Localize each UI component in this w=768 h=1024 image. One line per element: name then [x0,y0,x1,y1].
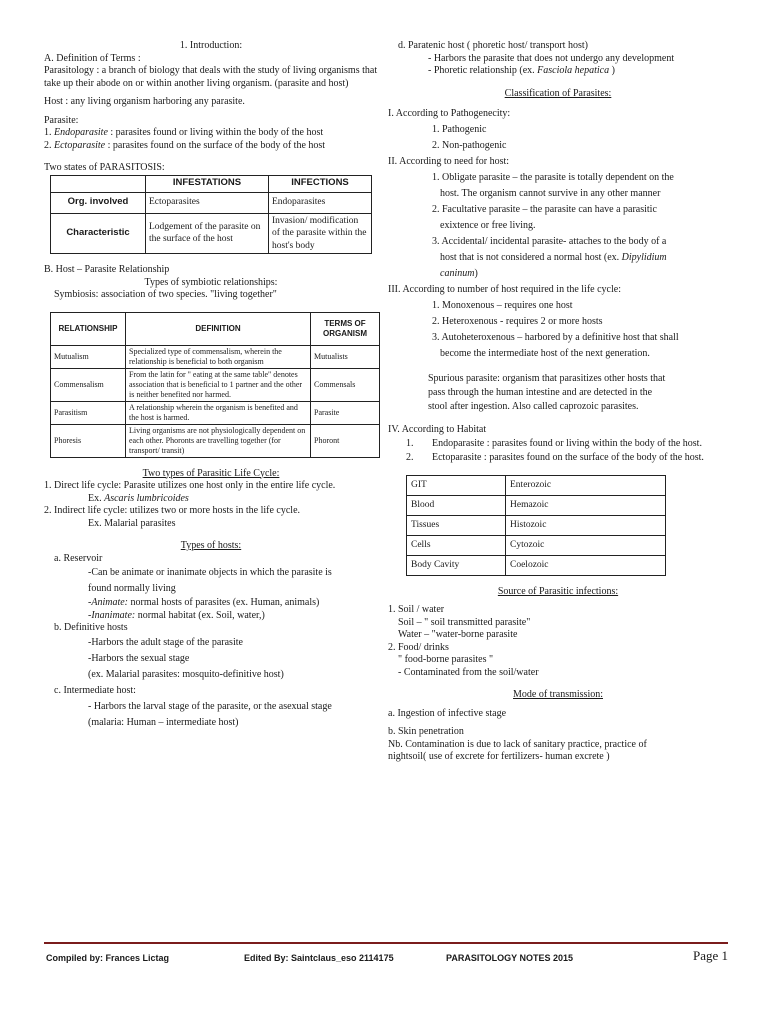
table-cell: Hemazoic [506,495,666,515]
ectoparasite-definition: 2. Ectoparasite : parasites found on the surface of the body of the host [44,139,326,151]
table-cell: Lodgement of the parasite on the surface of the host [146,213,269,254]
parasitology-definition: Parasitology : a branch of biology that deals with the study of living organisms that take up their abode on or within another living organism. (parasite and host) [44,65,378,89]
transmission-item: b. Skin penetration [388,726,464,737]
table-cell: Coelozoic [506,555,666,575]
types-symbiotic-heading: Types of symbiotic relationships: [144,276,278,288]
table-cell: Mutualism [51,345,126,368]
table-cell: Tissues [407,515,506,535]
endoparasite-definition: 1. Endoparasite : parasites found or living within the body of the host [44,127,324,138]
table-cell: Characteristic [51,213,146,254]
classification-item: 2. Heteroxenous - requires 2 or more hosts [432,316,603,327]
paratenic-line: - Phoretic relationship (ex. Fasciola hepatica ) [428,65,615,76]
parasite-label: Parasite: [44,114,79,126]
classification-item: 2. Non-pathogenic [432,140,507,151]
table-header-cell: INFECTIONS [269,175,372,192]
table-row [407,515,666,535]
table-cell: GIT [407,475,506,495]
paratenic-heading: d. Paratenic host ( phoretic host/ transport host) [398,40,588,51]
table-header-cell: DEFINITION [126,312,311,345]
table-cell: Body Cavity [407,555,506,575]
classification-item: host that is not considered a normal host (ex. Dipylidium [440,252,667,263]
table-header-cell [51,175,146,192]
reservoir-line: -Can be animate or inanimate objects in which the parasite is [88,567,332,578]
intermediate-line: - Harbors the larval stage of the parasite, or the asexual stage [88,700,332,712]
paratenic-line: - Harbors the parasite that does not undergo any development [428,52,675,64]
habitat-heading: IV. According to Habitat [388,424,487,435]
definitive-line: -Harbors the adult stage of the parasite [88,636,243,648]
table-row [51,368,380,401]
table-row [407,555,666,575]
mode-of-transmission-heading: Mode of transmission: [513,689,603,700]
table-cell: Living organisms are not physiologically dependent on each other. Phoronts are travelling together (for transport/ transit) [126,424,311,457]
classification-item: 1. Obligate parasite – the parasite is totally dependent on the [432,172,674,183]
table-row [51,213,372,254]
source-item: 1. Soil / water [388,604,445,615]
source-item: " food-borne parasites " [398,654,494,665]
classification-item: 3. Accidental/ incidental parasite- attaches to the body of a [432,236,667,247]
table-cell: From the latin for " eating at the same table" denotes association that is beneficial to 1 partner and the other is neither benefited nor harmed. [126,368,311,401]
definitive-line: -Harbors the sexual stage [88,652,190,664]
table-row [51,345,380,368]
spurious-parasite-line: pass through the human intestine and are detected in the [428,387,653,398]
inanimate-definition: -Inanimate: normal habitat (ex. Soil, water,) [88,609,265,621]
spurious-parasite-line: stool after ingestion. Also called caprozoic parasites. [428,401,639,412]
classification-item: become the intermediate host of the next generation. [440,348,650,359]
direct-example: Ex. Ascaris lumbricoides [88,492,189,504]
definitive-line: (ex. Malarial parasites: mosquito-definitive host) [88,668,284,680]
table-cell: Endoparasites [269,192,372,213]
edited-by: Edited By: Saintclaus_eso 2114175 [244,953,394,963]
direct-life-cycle: 1. Direct life cycle: Parasite utilizes one host only in the entire life cycle. [44,480,336,491]
table-cell: Invasion/ modification of the parasite within the host's body [269,213,372,254]
classification-item: 2. Facultative parasite – the parasite can have a parasitic [432,204,657,215]
pathogenecity-heading: I. According to Pathogenecity: [388,108,511,119]
table-header-cell: TERMS OF ORGANISM [311,312,380,345]
table-cell: Histozoic [506,515,666,535]
transmission-item: a. Ingestion of infective stage [388,707,507,719]
reservoir-heading: a. Reservoir [54,552,103,564]
footer-rule [44,942,728,944]
transmission-note: nightsoil( use of excrete for fertilizers- human excrete ) [388,751,610,762]
classification-item: 1. Pathogenic [432,124,487,135]
table-header-row [51,312,380,345]
table-row [407,495,666,515]
source-item: Soil – " soil transmitted parasite" [398,616,531,628]
source-item: Water – "water-borne parasite [398,629,518,640]
life-cycle-heading: Two types of Parasitic Life Cycle: [142,467,280,479]
source-item: - Contaminated from the soil/water [398,666,539,678]
host-parasite-relationship-heading: B. Host – Parasite Relationship [44,264,170,275]
parasitosis-table [50,175,372,255]
symbiosis-definition: Symbiosis: association of two species. "living together" [54,289,277,300]
table-cell: Specialized type of commensalism, wherein the relationship is beneficial to both organism [126,345,311,368]
table-cell: Phoront [311,424,380,457]
host-definition: Host : any living organism harboring any parasite. [44,96,245,107]
habitat-item: 2. Ectoparasite : parasites found on the surface of the body of the host. [406,451,704,463]
habitat-item: 1. Endoparasite : parasites found or living within the body of the host. [406,437,702,449]
types-of-hosts-heading: Types of hosts: [180,540,242,551]
table-cell: Cells [407,535,506,555]
table-cell: Cytozoic [506,535,666,555]
footer [44,950,728,966]
table-header-row [51,175,372,192]
table-row [51,424,380,457]
intermediate-heading: c. Intermediate host: [54,684,136,696]
definition-of-terms-heading: A. Definition of Terms : [44,52,141,64]
table-row [407,535,666,555]
table-cell: Enterozoic [506,475,666,495]
compiled-by: Compiled by: Frances Lictag [46,953,170,963]
classification-item: 1. Monoxenous – requires one host [432,300,573,311]
table-cell: Org. involved [51,192,146,213]
indirect-example: Ex. Malarial parasites [88,517,176,529]
classification-item: 3. Autoheteroxenous – harbored by a definitive host that shall [432,332,679,343]
intro-heading: 1. Introduction: [179,40,243,51]
need-for-host-heading: II. According to need for host: [388,156,510,167]
notes-title: PARASITOLOGY NOTES 2015 [446,953,574,963]
intermediate-line: (malaria: Human – intermediate host) [88,716,239,728]
classification-item: exixtence or free living. [440,220,536,231]
table-cell: Blood [407,495,506,515]
number-of-host-heading: III. According to number of host required in the life cycle: [388,284,621,295]
habitat-table [406,475,666,576]
indirect-life-cycle: 2. Indirect life cycle: utilizes two or more hosts in the life cycle. [44,505,301,516]
reservoir-line: found normally living [88,583,176,594]
spurious-parasite-line: Spurious parasite: organism that parasitizes other hosts that [428,373,666,384]
animate-definition: -Animate: normal hosts of parasites (ex. Human, animals) [88,597,320,608]
definitive-heading: b. Definitive hosts [54,622,128,633]
table-header-cell: INFESTATIONS [146,175,269,192]
page-number: Page 1 [692,948,728,963]
classification-heading: Classification of Parasites: [504,87,612,99]
table-row [51,401,380,424]
table-row [51,192,372,213]
table-cell: Parasitism [51,401,126,424]
table-cell: Commensals [311,368,380,401]
table-cell: Ectoparasites [146,192,269,213]
source-heading: Source of Parasitic infections: [497,585,619,597]
left-column [44,40,378,731]
table-cell: Parasite [311,401,380,424]
table-header-cell: RELATIONSHIP [51,312,126,345]
two-states-heading: Two states of PARASITOSIS: [44,162,165,173]
table-row [407,475,666,495]
source-item: 2. Food/ drinks [388,641,449,653]
relationship-table [50,312,380,458]
right-column [388,40,728,764]
table-cell: Phoresis [51,424,126,457]
transmission-note: Nb. Contamination is due to lack of sanitary practice, practice of [388,738,647,750]
classification-item: caninum) [440,268,478,279]
table-cell: Commensalism [51,368,126,401]
table-cell: Mutualists [311,345,380,368]
table-cell: A relationship wherein the organism is benefited and the host is harmed. [126,401,311,424]
classification-item: host. The organism cannot survive in any other manner [440,188,661,199]
